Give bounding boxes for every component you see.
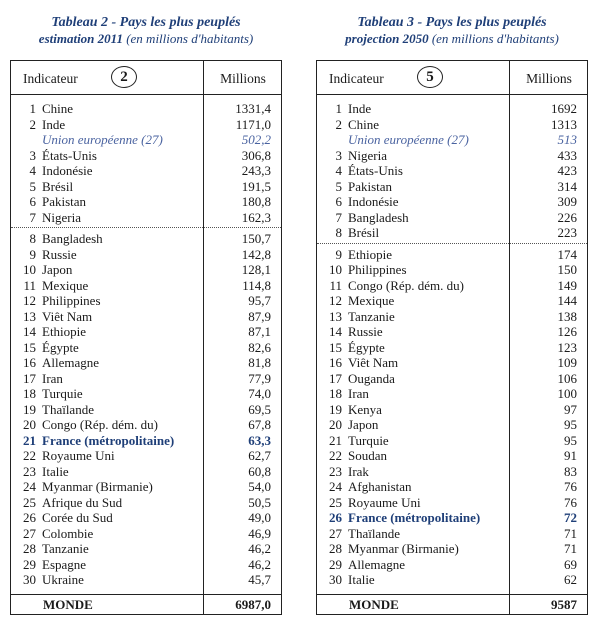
row-value: 62 <box>564 572 577 587</box>
row-country: Pakistan <box>42 194 87 209</box>
table-row <box>317 386 589 402</box>
table-row <box>317 148 589 164</box>
row-country: Congo (Rép. dém. du) <box>42 417 158 432</box>
row-value: 77,9 <box>248 370 271 386</box>
row-rank: 16 <box>23 355 36 370</box>
row-value: 138 <box>557 308 577 324</box>
table-row <box>317 495 589 511</box>
row-value: 54,0 <box>248 479 271 494</box>
row-country: Brésil <box>348 225 380 240</box>
row-value: 46,2 <box>248 541 271 556</box>
row-rank: 21 <box>23 432 36 448</box>
row-country: Bangladesh <box>42 231 103 246</box>
row-rank: 15 <box>23 339 36 355</box>
row-country: Iran <box>42 370 63 386</box>
row-value: 150 <box>557 262 577 277</box>
row-rank: 28 <box>329 541 342 556</box>
row-value: 95,7 <box>248 293 271 308</box>
row-value: 1692 <box>551 101 577 116</box>
table-row <box>317 293 589 309</box>
row-country: Tanzanie <box>348 308 395 324</box>
footer-value: 9587 <box>551 597 577 612</box>
table-row <box>11 117 283 133</box>
row-value: 502,2 <box>241 132 271 147</box>
table-row <box>11 448 283 464</box>
row-country: Thaïlande <box>348 525 400 541</box>
table-row <box>317 278 589 294</box>
row-country: Congo (Rép. dém. du) <box>348 277 464 293</box>
row-value: 149 <box>557 277 577 293</box>
table-subtitle <box>10 31 282 47</box>
row-country: Égypte <box>348 339 385 355</box>
row-country: Union européenne (27) <box>348 132 469 147</box>
table-row <box>317 371 589 387</box>
row-value: 128,1 <box>241 262 271 277</box>
row-country: Philippines <box>42 293 101 308</box>
row-rank: 6 <box>29 194 36 209</box>
row-country: Irak <box>348 463 369 479</box>
row-country: Corée du Sud <box>42 510 113 525</box>
row-rank: 18 <box>329 386 342 401</box>
row-rank: 17 <box>329 370 342 386</box>
row-value: 1313 <box>551 116 577 132</box>
table-row <box>317 417 589 433</box>
row-rank: 20 <box>23 417 36 432</box>
row-value: 123 <box>557 339 577 355</box>
table-row <box>11 148 283 164</box>
row-country: Japon <box>348 417 379 432</box>
row-value: 83 <box>564 463 577 479</box>
table-row <box>11 495 283 511</box>
row-country: Indonésie <box>42 163 93 178</box>
table-row <box>11 355 283 371</box>
row-country: Ukraine <box>42 572 84 587</box>
row-rank: 12 <box>329 293 342 308</box>
row-value: 62,7 <box>248 448 271 463</box>
row-value: 100 <box>557 386 577 401</box>
table-row <box>11 309 283 325</box>
row-value: 50,5 <box>248 494 271 510</box>
table-caption <box>10 0 282 60</box>
row-rank: 1 <box>335 101 342 116</box>
table-title: Tableau 3 - Pays les plus peuplés <box>357 15 547 30</box>
table-row <box>317 541 589 557</box>
row-country: Brésil <box>42 178 74 194</box>
row-country: Inde <box>348 101 372 116</box>
table-row <box>317 557 589 573</box>
row-country: Bangladesh <box>348 209 409 225</box>
row-rank: 23 <box>23 463 36 479</box>
row-value: 114,8 <box>242 277 271 293</box>
row-rank: 15 <box>329 339 342 355</box>
row-rank: 9 <box>335 246 342 262</box>
row-country: Ouganda <box>348 370 395 386</box>
row-rank: 12 <box>23 293 36 308</box>
table-row <box>11 541 283 557</box>
row-rank: 10 <box>329 262 342 277</box>
row-rank: 21 <box>329 432 342 448</box>
header-badge: 2 <box>111 66 137 88</box>
table-row <box>317 262 589 278</box>
row-rank: 30 <box>329 572 342 587</box>
table-row <box>317 225 589 241</box>
row-country: États-Unis <box>42 147 97 163</box>
table-caption <box>316 0 588 60</box>
table-header <box>11 61 281 95</box>
row-rank: 5 <box>335 178 342 194</box>
table-row <box>317 194 589 210</box>
table-row <box>317 340 589 356</box>
row-rank: 22 <box>329 448 342 463</box>
row-country: Allemagne <box>348 556 406 572</box>
row-country: Royaume Uni <box>42 448 115 463</box>
table-row <box>317 510 589 526</box>
header-indicator: Indicateur <box>329 71 384 86</box>
row-value: 87,1 <box>248 324 271 339</box>
row-rank: 5 <box>29 178 36 194</box>
row-rank: 26 <box>23 510 36 525</box>
row-country: Allemagne <box>42 355 100 370</box>
row-value: 46,9 <box>248 525 271 541</box>
table-subtitle-unit: (en millions d'habitants) <box>428 31 559 46</box>
row-rank: 11 <box>23 277 36 293</box>
population-table <box>316 60 588 615</box>
row-country: Chine <box>42 101 74 116</box>
row-value: 126 <box>557 324 577 339</box>
row-country: Union européenne (27) <box>42 132 163 147</box>
table-row <box>11 557 283 573</box>
row-rank: 23 <box>329 463 342 479</box>
row-country: Chine <box>348 116 380 132</box>
row-country: Russie <box>42 246 77 262</box>
row-country: Tanzanie <box>42 541 89 556</box>
table-row <box>11 278 283 294</box>
row-rank: 2 <box>29 116 36 132</box>
row-value: 423 <box>557 163 577 178</box>
row-value: 71 <box>564 525 577 541</box>
row-value: 69,5 <box>248 401 271 417</box>
row-rank: 25 <box>329 494 342 510</box>
table-row <box>317 526 589 542</box>
row-rank: 8 <box>335 225 342 240</box>
row-rank: 24 <box>329 479 342 494</box>
row-value: 1171,0 <box>235 116 271 132</box>
table-row <box>11 526 283 542</box>
table-row <box>317 479 589 495</box>
table-row <box>11 293 283 309</box>
table-row <box>11 179 283 195</box>
row-value: 513 <box>557 132 577 147</box>
row-value: 106 <box>557 370 577 386</box>
row-value: 174 <box>557 246 577 262</box>
row-value: 71 <box>564 541 577 556</box>
row-country: France (métropolitaine) <box>348 510 481 525</box>
table-row <box>11 210 283 226</box>
row-rank: 8 <box>29 231 36 246</box>
table-row <box>317 402 589 418</box>
footer-label: MONDE <box>43 597 93 612</box>
footer-label: MONDE <box>349 597 399 612</box>
row-rank: 6 <box>335 194 342 209</box>
table-row <box>11 262 283 278</box>
row-country: Afghanistan <box>348 479 412 494</box>
row-value: 144 <box>557 293 577 308</box>
table-row <box>11 386 283 402</box>
table-row <box>11 132 283 148</box>
row-country: Thaïlande <box>42 401 94 417</box>
row-value: 1331,4 <box>235 101 271 116</box>
table-row <box>11 101 283 117</box>
row-country: Italie <box>348 572 375 587</box>
table-row <box>317 132 589 148</box>
row-country: Russie <box>348 324 383 339</box>
row-value: 67,8 <box>248 417 271 432</box>
row-rank: 26 <box>329 510 342 525</box>
table-row <box>317 448 589 464</box>
table-header <box>317 61 587 95</box>
row-value: 180,8 <box>241 194 271 209</box>
table-row <box>317 355 589 371</box>
row-value: 87,9 <box>248 308 271 324</box>
row-value: 306,8 <box>241 147 271 163</box>
table-row <box>11 433 283 449</box>
table-subtitle-period: projection 2050 <box>345 31 429 46</box>
table-row <box>11 464 283 480</box>
row-country: Turquie <box>348 432 389 448</box>
row-rank: 2 <box>335 116 342 132</box>
row-country: États-Unis <box>348 163 403 178</box>
table-row <box>317 210 589 226</box>
row-value: 72 <box>564 510 577 525</box>
row-country: Afrique du Sud <box>42 494 123 510</box>
table-row <box>11 510 283 526</box>
header-badge: 5 <box>417 66 443 88</box>
row-country: Ethiopie <box>348 246 393 262</box>
header-indicator: Indicateur <box>23 71 78 86</box>
row-country: Japon <box>42 262 73 277</box>
row-country: Myanmar (Birmanie) <box>42 479 153 494</box>
row-country: Indonésie <box>348 194 399 209</box>
row-rank: 20 <box>329 417 342 432</box>
row-rank: 7 <box>29 209 36 225</box>
row-value: 46,2 <box>248 556 271 572</box>
table-footer <box>317 594 587 614</box>
header-millions: Millions <box>526 71 572 86</box>
table-row <box>11 163 283 179</box>
row-rank: 11 <box>329 277 342 293</box>
row-country: Iran <box>348 386 369 401</box>
table-3-panel <box>316 0 588 612</box>
row-value: 243,3 <box>241 163 271 178</box>
row-value: 69 <box>564 556 577 572</box>
row-value: 226 <box>557 209 577 225</box>
row-rank: 4 <box>335 163 342 178</box>
table-title: Tableau 2 - Pays les plus peuplés <box>51 15 241 30</box>
row-rank: 4 <box>29 163 36 178</box>
row-value: 76 <box>564 494 577 510</box>
table-subtitle <box>316 31 588 47</box>
row-country: Colombie <box>42 525 94 541</box>
row-value: 81,8 <box>248 355 271 370</box>
row-rank: 18 <box>23 386 36 401</box>
table-row <box>317 572 589 588</box>
row-rank: 7 <box>335 209 342 225</box>
row-rank: 27 <box>23 525 36 541</box>
row-rank: 22 <box>23 448 36 463</box>
population-table <box>10 60 282 615</box>
table-row <box>11 324 283 340</box>
row-country: Mexique <box>42 277 89 293</box>
row-value: 162,3 <box>241 209 271 225</box>
row-rank: 29 <box>23 556 36 572</box>
group-separator <box>317 243 587 244</box>
table-row <box>11 402 283 418</box>
row-rank: 13 <box>23 308 36 324</box>
table-row <box>317 117 589 133</box>
row-value: 109 <box>557 355 577 370</box>
row-value: 150,7 <box>241 231 271 246</box>
row-value: 63,3 <box>248 432 271 448</box>
row-country: Royaume Uni <box>348 494 421 510</box>
row-rank: 10 <box>23 262 36 277</box>
row-rank: 17 <box>23 370 36 386</box>
table-row <box>11 417 283 433</box>
row-country: Philippines <box>348 262 407 277</box>
table-row <box>317 179 589 195</box>
row-rank: 14 <box>23 324 36 339</box>
table-row <box>317 433 589 449</box>
row-country: Myanmar (Birmanie) <box>348 541 459 556</box>
row-rank: 30 <box>23 572 36 587</box>
table-row <box>11 572 283 588</box>
table-row <box>317 324 589 340</box>
row-rank: 3 <box>29 147 36 163</box>
row-country: Ethiopie <box>42 324 87 339</box>
row-country: Égypte <box>42 339 79 355</box>
table-2-panel <box>10 0 282 612</box>
row-value: 76 <box>564 479 577 494</box>
row-value: 97 <box>564 401 577 417</box>
table-row <box>11 479 283 495</box>
row-rank: 13 <box>329 308 342 324</box>
table-row <box>317 464 589 480</box>
group-separator <box>11 227 281 228</box>
row-value: 142,8 <box>241 246 271 262</box>
row-rank: 14 <box>329 324 342 339</box>
row-country: Nigeria <box>42 209 81 225</box>
row-value: 95 <box>564 417 577 432</box>
row-country: Mexique <box>348 293 395 308</box>
table-subtitle-unit: (en millions d'habitants) <box>122 31 254 46</box>
row-value: 191,5 <box>241 178 271 194</box>
table-subtitle-period: estimation 2011 <box>38 31 123 46</box>
row-rank: 25 <box>23 494 36 510</box>
row-value: 433 <box>557 147 577 163</box>
row-rank: 3 <box>335 147 342 163</box>
row-rank: 9 <box>29 246 36 262</box>
row-country: Pakistan <box>348 178 393 194</box>
row-value: 314 <box>557 178 577 194</box>
row-value: 60,8 <box>248 463 271 479</box>
row-country: Viêt Nam <box>42 308 93 324</box>
row-country: Viêt Nam <box>348 355 399 370</box>
header-millions: Millions <box>220 71 266 86</box>
table-row <box>317 101 589 117</box>
row-country: Kenya <box>348 401 382 417</box>
table-row <box>11 247 283 263</box>
row-country: Soudan <box>348 448 387 463</box>
row-rank: 16 <box>329 355 342 370</box>
row-value: 223 <box>557 225 577 240</box>
table-row <box>11 231 283 247</box>
table-row <box>11 194 283 210</box>
row-value: 309 <box>557 194 577 209</box>
table-row <box>11 340 283 356</box>
row-country: Inde <box>42 116 66 132</box>
row-country: Nigeria <box>348 147 387 163</box>
row-rank: 27 <box>329 525 342 541</box>
row-rank: 19 <box>329 401 342 417</box>
row-value: 95 <box>564 432 577 448</box>
row-value: 82,6 <box>248 339 271 355</box>
footer-value: 6987,0 <box>235 597 271 612</box>
row-value: 49,0 <box>248 510 271 525</box>
row-rank: 29 <box>329 556 342 572</box>
row-value: 74,0 <box>248 386 271 401</box>
row-value: 91 <box>564 448 577 463</box>
row-country: Italie <box>42 463 69 479</box>
row-country: Espagne <box>42 556 87 572</box>
row-value: 45,7 <box>248 572 271 587</box>
row-country: Turquie <box>42 386 83 401</box>
table-row <box>317 309 589 325</box>
table-row <box>317 163 589 179</box>
row-country: France (métropolitaine) <box>42 432 175 448</box>
row-rank: 28 <box>23 541 36 556</box>
table-row <box>11 371 283 387</box>
row-rank: 1 <box>29 101 36 116</box>
row-rank: 19 <box>23 401 36 417</box>
row-rank: 24 <box>23 479 36 494</box>
table-footer <box>11 594 281 614</box>
table-row <box>317 247 589 263</box>
